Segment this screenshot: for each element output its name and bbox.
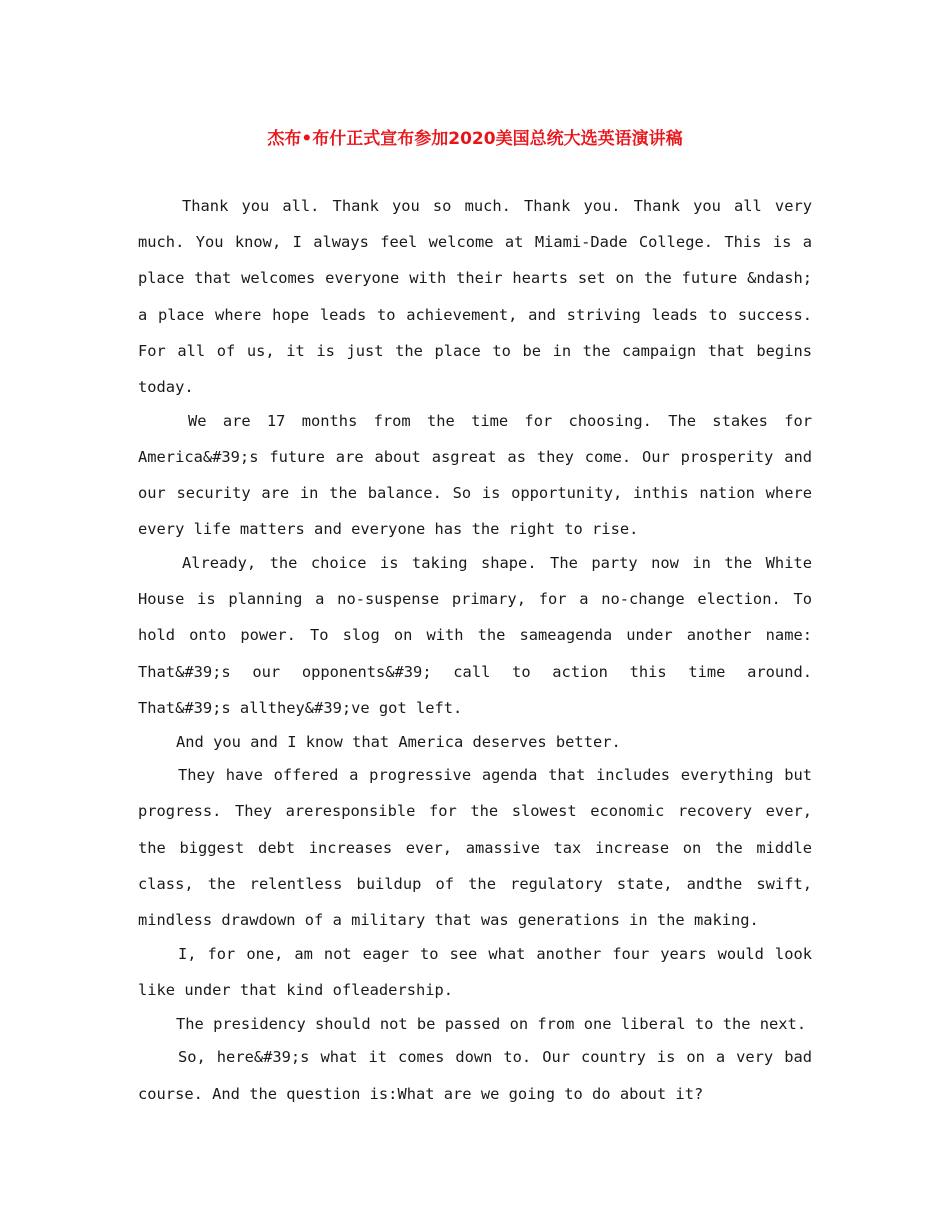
paragraph-7: The presidency should not be passed on from one liberal to the next. <box>176 1014 807 1033</box>
paragraph-4: And you and I know that America deserves better. <box>176 732 621 751</box>
paragraph-6: I, for one, am not eager to see what another four years would look like under that kind ofleadership. <box>138 944 812 999</box>
paragraph-2: We are 17 months from the time for choosing. The stakes for America&#39;s future are about asgreat as they come. Our prosperity and our security are in the balance. So is opportunity, inthis nation where every life matters and everyone has the right to rise. <box>138 411 812 539</box>
document-body <box>138 188 812 1109</box>
paragraph-3: Already, the choice is taking shape. The party now in the White House is planning a no-suspense primary, for a no-change election. To hold onto power. To slog on with the sameagenda under another name: That&#39;s our opponents&#39; call to action this time around. That&#39;s allthey&#39;ve got left. <box>138 554 812 717</box>
paragraph-5: They have offered a progressive agenda that includes everything but progress. They areresponsible for the slowest economic recovery ever, the biggest debt increases ever, amassive tax increase on the middle class, the relentless buildup of the regulatory state, andthe swift, mindless drawdown of a military that was generations in the making. <box>138 766 812 930</box>
paragraph-1: Thank you all. Thank you so much. Thank you. Thank you all very much. You know, I always feel welcome at Miami-Dade College. This is a place that welcomes everyone with their hearts set on the future &ndash; a place where hope leads to achievement, and striving leads to success. For all of us, it is just the place to be in the campaign that begins today. <box>138 197 812 397</box>
paragraph-8: So, here&#39;s what it comes down to. Our country is on a very bad course. And the question is:What are we going to do about it? <box>138 1048 812 1103</box>
document-title: 杰布•布什正式宣布参加2020美国总统大选英语演讲稿 <box>267 129 683 149</box>
